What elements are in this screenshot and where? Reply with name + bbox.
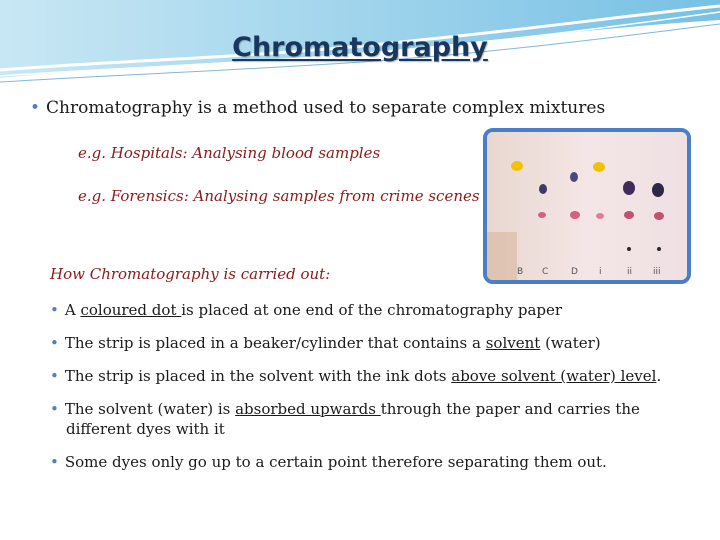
step-underlined-text: above solvent (water) level bbox=[451, 367, 657, 385]
bullet-dot-icon: • bbox=[50, 400, 59, 418]
photo-label-ii: ii bbox=[627, 267, 633, 277]
bullet-dot-icon: • bbox=[50, 301, 59, 319]
step-continuation-text: different dyes with it bbox=[66, 420, 225, 438]
steps-list bbox=[50, 300, 690, 485]
step-underlined-text: solvent bbox=[485, 334, 541, 352]
step-text: . bbox=[656, 367, 662, 385]
list-item bbox=[50, 300, 690, 320]
photo-label-b: B bbox=[517, 267, 524, 277]
step-text: is placed at one end of the chromatography paper bbox=[181, 301, 563, 319]
step-text: Some dyes only go up to a certain point therefore separating them out. bbox=[64, 453, 607, 471]
intro-bullet bbox=[30, 98, 605, 118]
step-text: A bbox=[64, 301, 81, 319]
chromatography-paper-image bbox=[487, 132, 687, 280]
photo-label-iii: iii bbox=[653, 267, 661, 277]
list-item bbox=[50, 333, 690, 353]
photo-label-c: C bbox=[542, 267, 549, 277]
bullet-dot-icon: • bbox=[30, 98, 41, 118]
bullet-dot-icon: • bbox=[50, 367, 59, 385]
step-underlined-text: coloured dot bbox=[80, 301, 182, 319]
page-title: Chromatography bbox=[232, 32, 488, 63]
bullet-dot-icon: • bbox=[50, 453, 59, 471]
step-text: through the paper and carries the bbox=[380, 400, 640, 418]
step-text: The solvent (water) is bbox=[64, 400, 236, 418]
list-item bbox=[50, 452, 690, 472]
how-heading: How Chromatography is carried out: bbox=[50, 265, 331, 283]
photo-label-d: D bbox=[571, 267, 578, 277]
example-forensics: e.g. Forensics: Analysing samples from crime scenes bbox=[78, 187, 480, 205]
intro-text: Chromatography is a method used to separate complex mixtures bbox=[46, 98, 606, 118]
step-text: The strip is placed in the solvent with the ink dots bbox=[64, 367, 452, 385]
list-item bbox=[50, 366, 690, 386]
example-hospitals: e.g. Hospitals: Analysing blood samples bbox=[78, 144, 381, 162]
chromatography-photo bbox=[483, 128, 691, 284]
step-underlined-text: absorbed upwards bbox=[235, 400, 381, 418]
step-text: The strip is placed in a beaker/cylinder that contains a bbox=[64, 334, 486, 352]
bullet-dot-icon: • bbox=[50, 334, 59, 352]
photo-label-i: i bbox=[599, 267, 602, 277]
list-item bbox=[50, 399, 690, 439]
step-text: (water) bbox=[540, 334, 601, 352]
